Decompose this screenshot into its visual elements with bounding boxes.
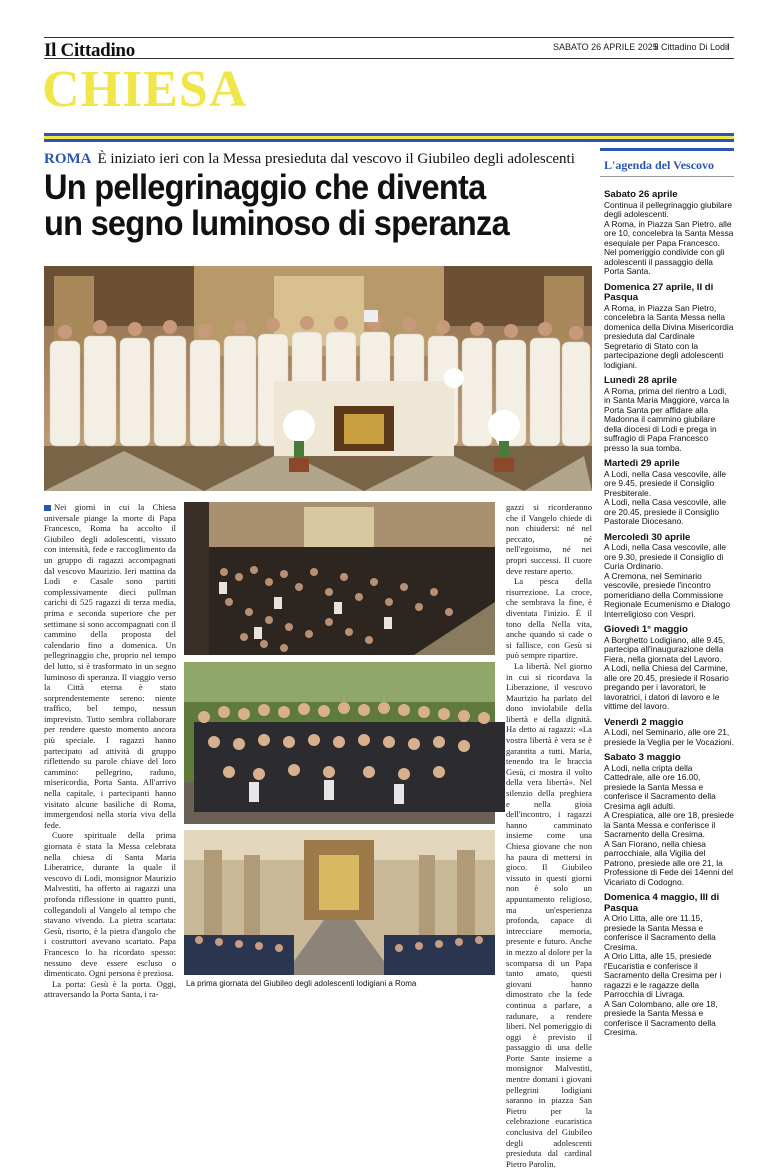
page-mark: I	[727, 42, 730, 52]
agenda-title: L'agenda del Vescovo	[604, 158, 715, 172]
article-title	[44, 170, 565, 242]
photo-basilica-nave	[184, 830, 495, 975]
agenda-entry: A Roma, prima del rientro a Lodi, in Santa Maria Maggiore, varca la Porta Santa per affidare alla Madonna il cammino giubilare della diocesi di Lodi e prega in suffragio di Papa Francesco presso la sua tomba.	[604, 385, 730, 453]
agenda-entry: A Lodi, nella cripta della Cattedrale, alle ore 16.00, presiede la Santa Messa e conferisce il Sacramento della Cresima agli adulti.	[604, 762, 716, 811]
issue-date: SABATO 26 APRILE 2025	[553, 42, 658, 52]
article-paragraph-4: gazzi si ricorderanno che il Vangelo chiede di non chiudersi: né nel peccato, né nell'egoismo, né nei propri successi. Il cuore deve restare aperto.	[506, 502, 592, 576]
kicker-text: È iniziato ieri con la Messa presieduta dal vescovo il Giubileo degli adolescenti	[97, 151, 575, 167]
agenda-entry: A Crespiatica, alle ore 18, presiede la Santa Messa e conferisce il Sacramento della Cresima.	[604, 810, 734, 839]
agenda-entry: A Orio Litta, alle ore 11.15, presiede la Santa Messa e conferisce il Sacramento della Cresima.	[604, 913, 716, 952]
agenda-entry: A Cremona, nel Seminario vescovile, presiede l'incontro pomeridiano della Commissione Regionale Ecumenismo e Dialogo Interreligioso con Vespri.	[604, 570, 731, 619]
agenda-day-heading: Giovedì 1° maggio	[604, 624, 688, 635]
agenda-entry: A Orio Litta, alle 15, presiede l'Eucaristia e conferisce il Sacramento della Cresima per i ragazzi e le ragazze della Parrocchia di Livraga.	[604, 951, 722, 999]
agenda-top-rule	[600, 148, 734, 151]
section-title: CHIESA	[42, 61, 248, 118]
agenda-entry: A San Fiorano, nella chiesa parrocchiale, alla Vigilia del Patrono, presiede alle ore 21, la Professione di Fede dei 14enni del Vicariato di Codogno.	[604, 838, 733, 887]
masthead-logo: Il Cittadino	[44, 40, 135, 61]
article-paragraph-2: Cuore spirituale della prima giornata è stata la Messa celebrata nella chiesa di Santa Maria Liberatrice, durante la quale il vescovo di Lodi, monsignor Maurizio Malvestiti, ha offerto ai ragazzi una profonda riflessione in quattro punti, collegandoli al Vangelo al tempo che stavano vivendo. La pietra scartata: Gesù, risorto, è la pietra d'angolo che i costruttori avevano scartato. Papa Francesco lo ha ricordato spesso: nessuno deve essere escluso o dimenticato. Ogni persona è preziosa.	[44, 830, 176, 979]
photo-caption: La prima giornata del Giubileo degli adolescenti lodigiani a Roma	[186, 979, 417, 988]
agenda-day-heading: Martedì 29 aprile	[604, 458, 680, 469]
article-column-1	[44, 502, 176, 1000]
section-band-blue	[44, 139, 734, 142]
agenda-entry: A Roma, in Piazza San Pietro, concelebra la Santa Messa nella domenica della Divina Misericordia presieduta dal Cardinale Segretario di Stato con la partecipazione degli adolescenti lodigiani.	[604, 302, 734, 370]
agenda-entry: A Lodi, nella Casa vescovile, alle ore 9.30, presiede il Consiglio di Curia Ordinario.	[604, 542, 726, 571]
agenda-day-heading: Mercoledì 30 aprile	[604, 531, 691, 543]
title-line-1: Un pellegrinaggio che diventa	[44, 168, 486, 207]
agenda-rule	[600, 176, 734, 177]
top-rule	[44, 37, 734, 38]
article-kicker	[44, 151, 575, 168]
article-paragraph-5: La pesca della risurrezione. La croce, che sembrava la fine, è diventata l'inizio. È il tono della Nella vita, anche quando si cade o si fallisce, con Gesù si può sempre ripartire.	[506, 576, 592, 661]
agenda-entry: A Lodi, nella Chiesa del Carmine, alle ore 20.45, presiede il Rosario pregando per i lavoratori, le lavoratrici, i datori di lavoro e le vittime del lavoro.	[604, 663, 729, 711]
title-line-2: un segno luminoso di speranza	[44, 204, 509, 243]
agenda-day-heading: Domenica 27 aprile, II di Pasqua	[604, 281, 714, 303]
article-paragraph-3: La porta: Gesù è la porta. Oggi, attraversando la Porta Santa, i ra-	[44, 978, 176, 1000]
article-paragraph-1: Nei giorni in cui la Chiesa universale piange la morte di Papa Francesco, Roma ha accolto il Giubileo degli adolescenti, vissuto con intensità, fede e raccoglimento da un gruppo di ragazzi accompagnati dal vescovo Maurizio. Ieri mattina da Lodi e Casale sono partiti complessivamente dieci pullman carichi di 525 ragazzi di terza media, prima e seconda superiore che per settimane si sono accompagnati con il cammino della proposta del calendario fino a domenica. Un pellegrinaggio che, proprio nel tempo del lutto, si è trasformato in un segno luminoso di speranza. Il viaggio verso la Città eterna è stato sorprendentemente sereno: niente traffico, bel tempo, nessun imprevisto. Tutto sembra collaborare per rendere questo momento ancora più speciale. I ragazzi hanno partecipato ad attività di gruppo riflettendo su parole chiave del loro cammino: pellegrino, raduno, misericordia, Porta Santa. All'arrivo nella capitale, i partecipanti hanno visitato alcune basiliche di Roma, immergendosi nella storia viva della fede.	[44, 502, 176, 830]
photo-group-outdoors	[184, 662, 495, 824]
agenda-entry: A Lodi, nella Casa vescovile, alle ore 20.45, presiede il Consiglio Pastorale Diocesano.	[604, 497, 726, 526]
agenda-entry: A Roma, in Piazza San Pietro, alle ore 10, concelebra la Santa Messa esequiale per Papa Francesco. Nel pomeriggio condivide con gli adolescenti il passaggio della Porta Santa.	[604, 218, 734, 276]
agenda-day-heading: Lunedì 28 aprile	[604, 375, 678, 386]
article-paragraph-6: La libertà. Nel giorno in cui si ricordava la Liberazione, il vescovo Maurizio ha parlato del dono inviolabile della libertà e della dignità. Ha detto ai ragazzi: «La vostra libertà è vera se è garantita a tutti. Maria, tenendo tra le braccia Gesù, ci mostra il volto della vera libertà». Nel silenzio della preghiera e nella gioia dell'incontro, i ragazzi hanno camminato insieme come una Chiesa giovane che non ha paura di mettersi in gioco. Il Giubileo vissuto in questi giorni non è solo un appuntamento religioso, ma un'esperienza profonda, capace di intrecciare memoria, presente e futuro. Anche in mezzo al dolore per la scomparsa di un Papa tanto amato, questi giovani hanno dimostrato che la fede continua a parlare, a radunare, a rendere liberi. Nel pomeriggio di oggi è previsto il passaggio di una delle Porte Sante insieme a monsignor Malvestiti, mentre domani i giovani pellegrini lodigiani saranno in piazza San Pietro per la celebrazione eucaristica conclusiva del Giubileo degli adolescenti presieduta dal cardinal Pietro Parolin.	[506, 660, 592, 1169]
agenda-day-heading: Venerdì 2 maggio	[604, 716, 684, 728]
agenda-entry: A San Colombano, alle ore 18, presiede la Santa Messa e conferisce il Sacramento della Cresima.	[604, 998, 718, 1037]
agenda-entry: Continua il pellegrinaggio giubilare degli adolescenti.	[604, 199, 733, 219]
header-rule	[44, 58, 734, 59]
article-column-3	[506, 502, 592, 1169]
agenda-day-heading: Sabato 3 maggio	[604, 752, 681, 763]
kicker-place: ROMA	[44, 151, 92, 167]
agenda-day-heading: Domenica 4 maggio, III di Pasqua	[604, 892, 720, 914]
agenda-day-heading: Sabato 26 aprile	[604, 189, 678, 200]
main-photo-clergy	[44, 266, 592, 491]
article-start-marker	[44, 505, 51, 511]
agenda-entry: A Lodi, nella Casa vescovile, alle ore 9.45, presiede il Consiglio Presbiterale.	[604, 468, 726, 498]
agenda-list	[604, 190, 734, 1038]
paper-name: Il Cittadino Di Lodi	[654, 42, 728, 52]
agenda-entry: A Lodi, nel Seminario, alle ore 21, presiede la Veglia per le Vocazioni.	[604, 727, 734, 747]
photo-church-crowd	[184, 502, 495, 655]
agenda-entry: A Borghetto Lodigiano, alle 9.45, partecipa all'inaugurazione della Fiera, nella giornata del Lavoro.	[604, 634, 726, 664]
